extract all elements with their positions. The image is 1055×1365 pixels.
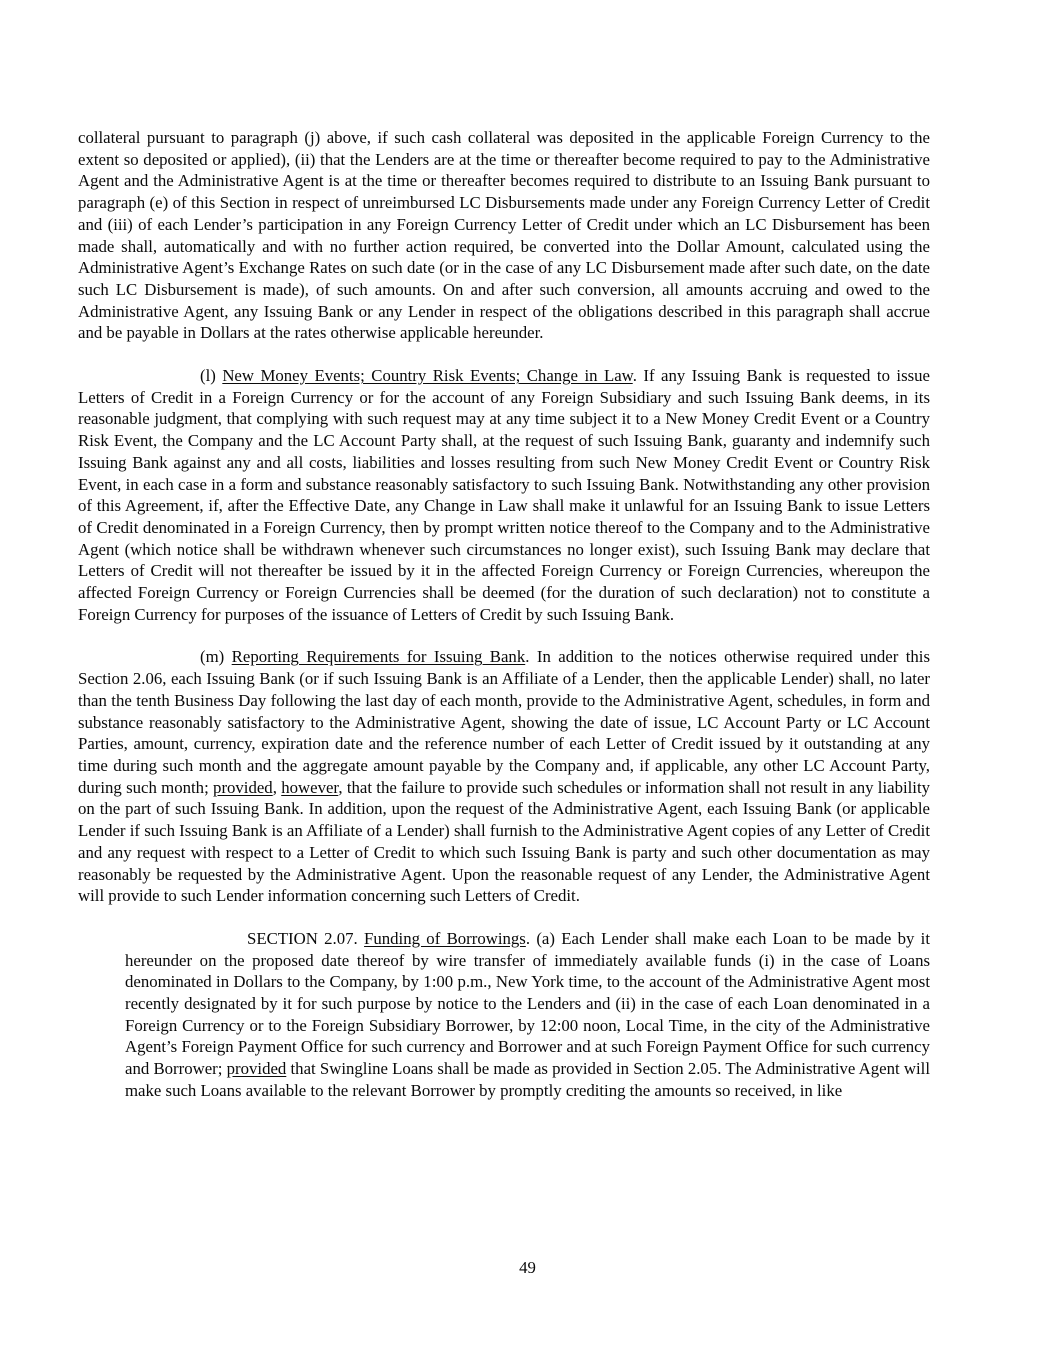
text-segment: . If any Issuing Bank is requested to issue Letters of Credit in a Foreign Currency or for the account of any Foreign Subsidiary and such Issuing Bank deems, in its reasonable judgment, that complying with such request may at any time subject it to a New Money Credit Event or a Country Risk Event, the Company and the LC Account Party shall, at the request of such Issuing Bank, guaranty and indemnify such Issuing Bank against any and all costs, liabilities and losses resulting from such New Money Credit Event or Country Risk Event, in each case in a form and substance reasonably satisfactory to such Issuing Bank. Notwithstanding any other provision of this Agreement, if, after the Effective Date, any Change in Law shall make it unlawful for an Issuing Bank to issue Letters of Credit denominated in a Foreign Currency, then by prompt written notice thereof to the Company and to the Administrative Agent (which notice shall be withdrawn whenever such circumstances no longer exist), such Issuing Bank may declare that Letters of Credit will not thereafter be issued by it in the affected Foreign Currency or Foreign Currencies, whereupon the affected Foreign Currency or Foreign Currencies shall be deemed (for the duration of such declaration) not to constitute a Foreign Currency for purposes of the issuance of Letters of Credit by such Issuing Bank.: [78, 366, 930, 624]
clause-m-heading: Reporting Requirements for Issuing Bank: [231, 647, 526, 667]
clause-l-label: (l): [200, 366, 223, 386]
paragraph-clause-m: [78, 646, 930, 906]
paragraph-cash-collateral-continuation: [78, 127, 930, 344]
text-segment: , that the failure to provide such schedules or information shall not result in any liability on the part of such Issuing Bank. In addition, upon the request of the Administrative Agent, each Issuing Bank (or applicable Lender if such Issuing Bank is an Affiliate of a Lender) shall furnish to the Administrative Agent copies of any Letter of Credit and any request with respect to a Letter of Credit to which such Issuing Bank is party and such other documentation as may reasonably be requested by the Administrative Agent. Upon the reasonable request of any Lender, the Administrative Agent will provide to such Lender information concerning such Letters of Credit.: [78, 777, 931, 906]
paragraph-section-2-07: [125, 928, 930, 1102]
text-segment: that Swingline Loans shall be made as provided in Section 2.05. The Administrative Agent will make such Loans available to the relevant Borrower by promptly crediting the amounts so received, in like: [125, 1059, 930, 1100]
text-segment: ,: [272, 777, 282, 797]
paragraph-clause-l: [78, 365, 930, 625]
clause-l-heading: New Money Events; Country Risk Events; Change in Law: [222, 366, 633, 386]
text-segment: . In addition to the notices otherwise required under this Section 2.06, each Issuing Bank (or if such Issuing Bank is an Affiliate of a Lender, then the applicable Lender) shall, no later than the tenth Business Day following the last day of each month, provide to the Administrative Agent, schedules, in form and substance reasonably satisfactory to the Administrative Agent, showing the date of issue, LC Account Party or LC Account Parties, amount, currency, expiration date and the reference number of each Letter of Credit issued by it outstanding at any time during such month and the aggregate amount payable by the Company and, if applicable, any other LC Account Party, during such month;: [78, 647, 930, 797]
clause-m-label: (m): [200, 647, 232, 667]
proviso-term-provided: provided: [213, 777, 273, 797]
section-label: SECTION 2.07.: [247, 928, 365, 948]
proviso-term-provided: provided: [226, 1059, 287, 1079]
proviso-term-however: however: [281, 777, 339, 797]
text-segment: collateral pursuant to paragraph (j) above, if such cash collateral was deposited in the applicable Foreign Currency to the extent so deposited or applied), (ii) that the Lenders are at the time or thereafter become required to pay to the Administrative Agent and the Administrative Agent is at the time or thereafter becomes required to distribute to an Issuing Bank pursuant to paragraph (e) of this Section in respect of unreimbursed LC Disbursements made under any Foreign Currency Letter of Credit and (iii) of each Lender’s participation in any Foreign Currency Letter of Credit under which an LC Disbursement has been made shall, automatically and with no further action required, be converted into the Dollar Amount, calculated using the Administrative Agent’s Exchange Rates on such date (or in the case of any LC Disbursement made after such date, on the date such LC Disbursement is made), of such amounts. On and after such conversion, all amounts accruing and owed to the Administrative Agent, any Issuing Bank or any Lender in respect of the obligations described in this paragraph shall accrue and be payable in Dollars at the rates otherwise applicable hereunder.: [78, 128, 930, 343]
page-number: 49: [519, 1258, 536, 1277]
text-segment: . (a) Each Lender shall make each Loan to be made by it hereunder on the proposed date thereof by wire transfer of immediately available funds (i) in the case of Loans denominated in Dollars to the Company, by 1:00 p.m., New York time, to the account of the Administrative Agent most recently designated by it for such purpose by notice to the Lenders and (ii) in the case of each Loan denominated in a Foreign Currency or to the Foreign Subsidiary Borrower, by 12:00 noon, Local Time, in the city of the Administrative Agent’s Foreign Payment Office for such currency and Borrower and at such Foreign Payment Office for such currency and Borrower;: [125, 928, 931, 1079]
section-heading: Funding of Borrowings: [364, 928, 526, 948]
